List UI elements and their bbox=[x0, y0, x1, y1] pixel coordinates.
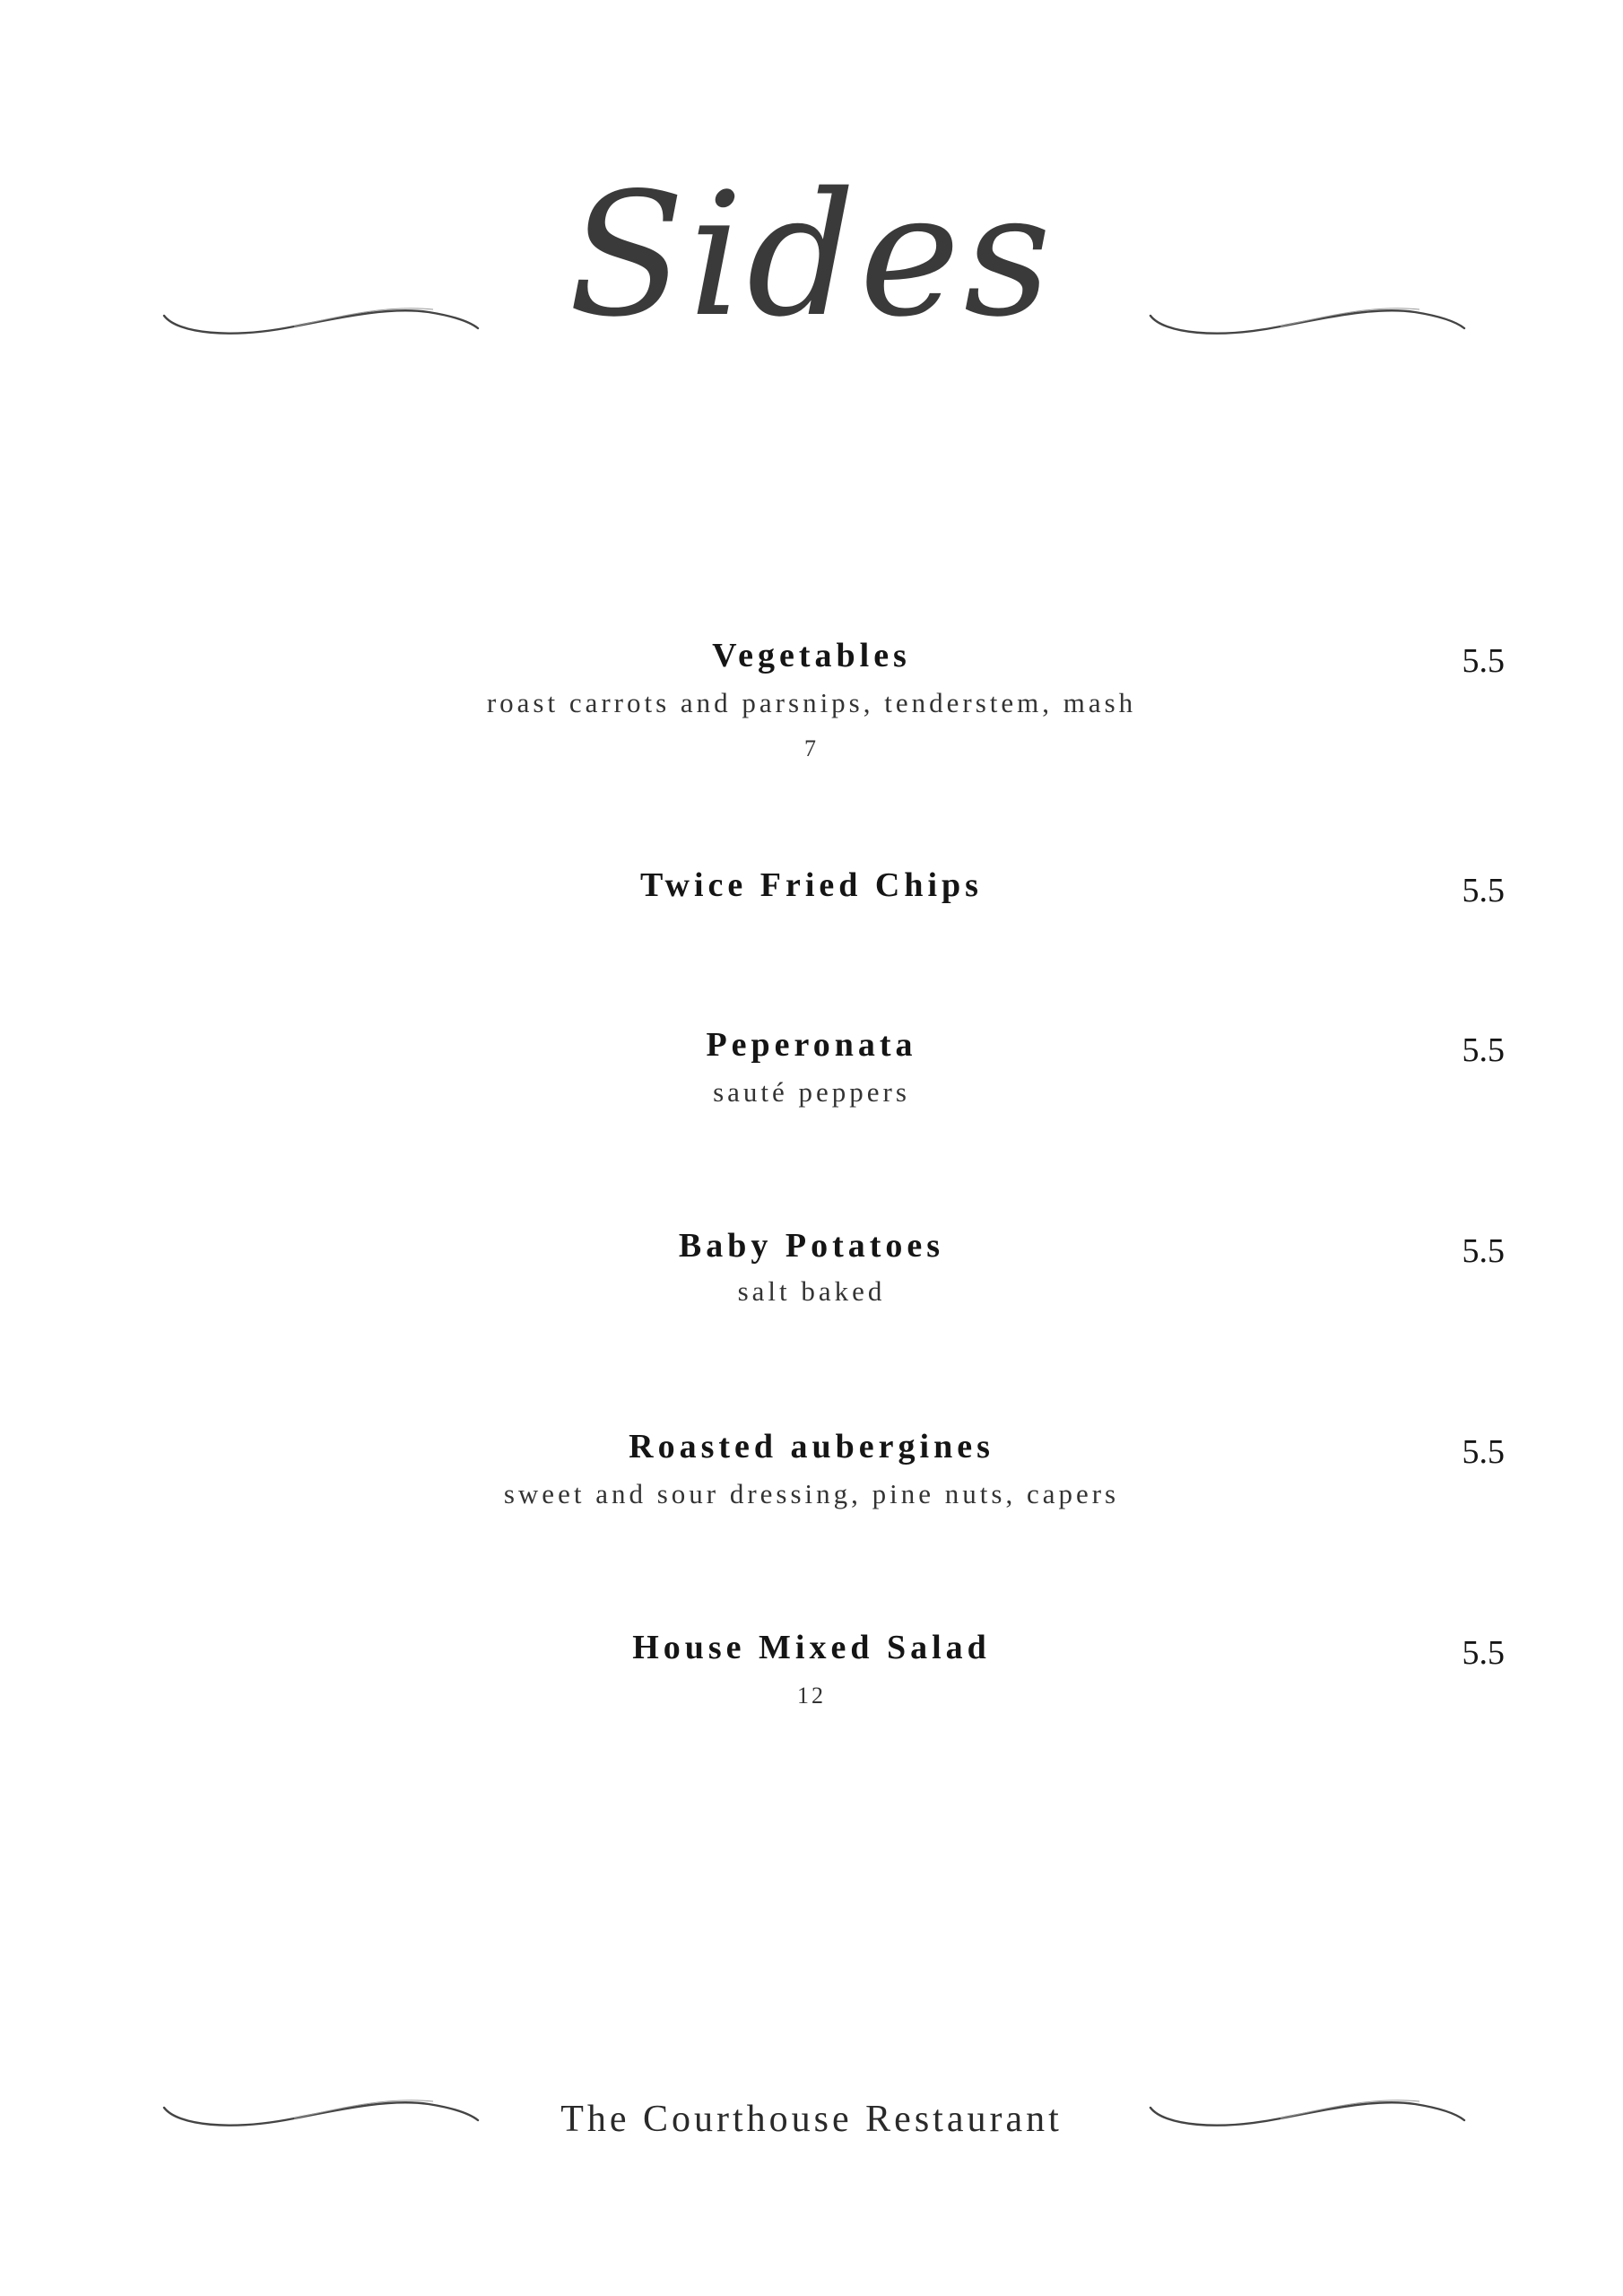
menu-item-price: 5.5 bbox=[1462, 872, 1505, 909]
menu-item-price: 5.5 bbox=[1462, 1433, 1505, 1471]
restaurant-name-footer: The Courthouse Restaurant bbox=[560, 2099, 1063, 2140]
menu-item-name: Twice Fried Chips bbox=[640, 866, 983, 904]
menu-item-name: Vegetables bbox=[712, 637, 911, 674]
menu-item-description: roast carrots and parsnips, tenderstem, mash bbox=[486, 687, 1137, 718]
menu-item-name: Roasted aubergines bbox=[629, 1428, 994, 1465]
menu-item-description: sauté peppers bbox=[713, 1076, 910, 1108]
menu-item-price: 5.5 bbox=[1462, 1031, 1505, 1069]
menu-item-price: 5.5 bbox=[1462, 642, 1505, 680]
menu-item-name: Baby Potatoes bbox=[678, 1227, 945, 1265]
menu-item-price: 5.5 bbox=[1462, 1232, 1505, 1270]
menu-item-code: 12 bbox=[797, 1683, 826, 1709]
page-title: Sides bbox=[568, 156, 1055, 354]
menu-item-name: Peperonata bbox=[706, 1026, 917, 1064]
menu-item-description: salt baked bbox=[737, 1275, 886, 1307]
menu-item-price: 5.5 bbox=[1462, 1634, 1505, 1672]
menu-item-description: sweet and sour dressing, pine nuts, capers bbox=[503, 1478, 1120, 1509]
menu-item-name: House Mixed Salad bbox=[632, 1629, 991, 1666]
menu-item-code: 7 bbox=[804, 735, 819, 761]
